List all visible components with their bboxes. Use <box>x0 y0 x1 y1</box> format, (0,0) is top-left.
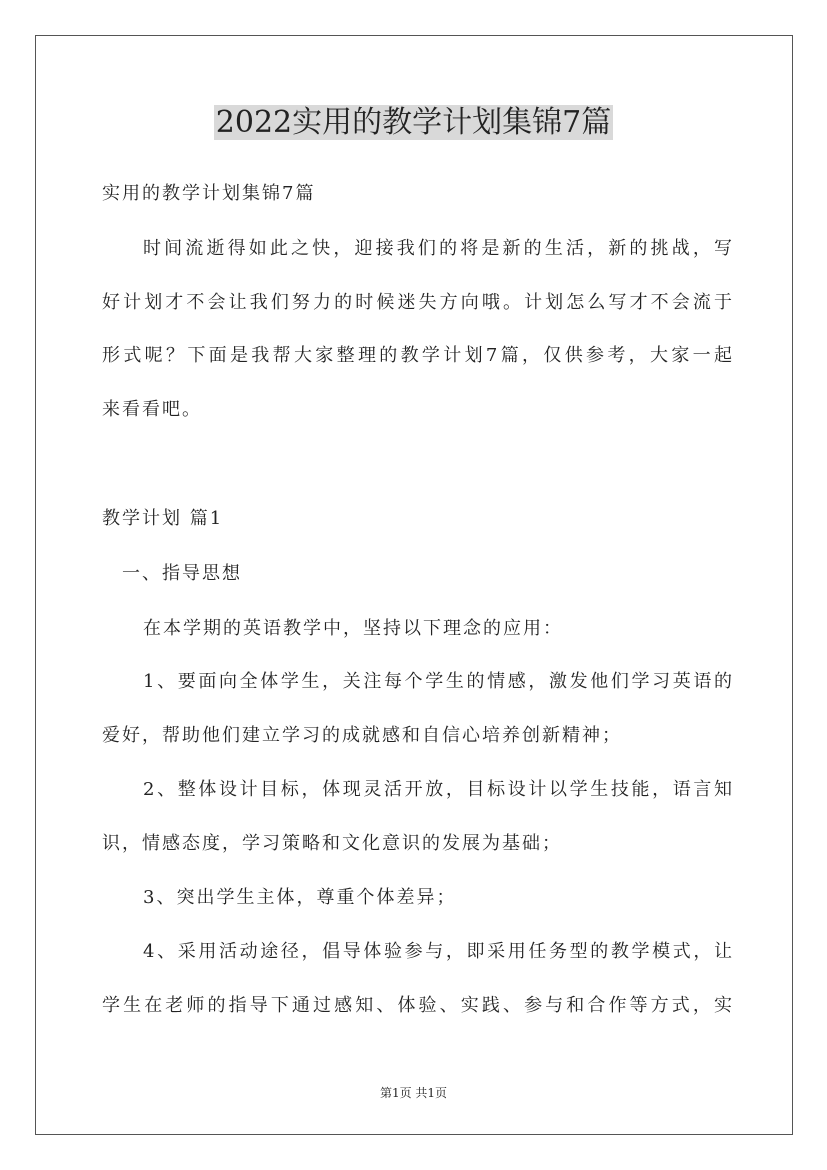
intro-line-4: 来看看吧。 <box>102 399 202 420</box>
item-line-7: 学生在老师的指导下通过感知、体验、实践、参与和合作等方式，实 <box>102 995 732 1016</box>
section-heading: 教学计划 篇1 <box>102 508 224 529</box>
item-line-6: 4、采用活动途径，倡导体验参与，即采用任务型的教学模式，让 <box>143 941 732 962</box>
document-subtitle: 实用的教学计划集锦7篇 <box>102 183 316 204</box>
intro-line-3: 形式呢？下面是我帮大家整理的教学计划7篇，仅供参考，大家一起 <box>102 345 732 366</box>
item-line-2: 爱好，帮助他们建立学习的成就感和自信心培养创新精神； <box>102 725 622 746</box>
item-line-3: 2、整体设计目标，体现灵活开放，目标设计以学生技能，语言知 <box>143 779 732 800</box>
document-title-text: 2022实用的教学计划集锦7篇 <box>215 105 612 140</box>
item-line-5: 3、突出学生主体，尊重个体差异； <box>143 887 457 908</box>
document-title <box>0 100 827 146</box>
lead-paragraph: 在本学期的英语教学中，坚持以下理念的应用： <box>143 618 563 639</box>
item-line-1: 1、要面向全体学生，关注每个学生的情感，激发他们学习英语的 <box>143 671 732 692</box>
item-line-4: 识，情感态度，学习策略和文化意识的发展为基础； <box>102 833 562 854</box>
part-heading: 一、指导思想 <box>122 563 242 584</box>
intro-line-2: 好计划才不会让我们努力的时候迷失方向哦。计划怎么写才不会流于 <box>102 292 732 313</box>
intro-line-1: 时间流逝得如此之快，迎接我们的将是新的生活，新的挑战，写 <box>143 238 732 259</box>
page-footer: 第1页 共1页 <box>379 1086 448 1100</box>
